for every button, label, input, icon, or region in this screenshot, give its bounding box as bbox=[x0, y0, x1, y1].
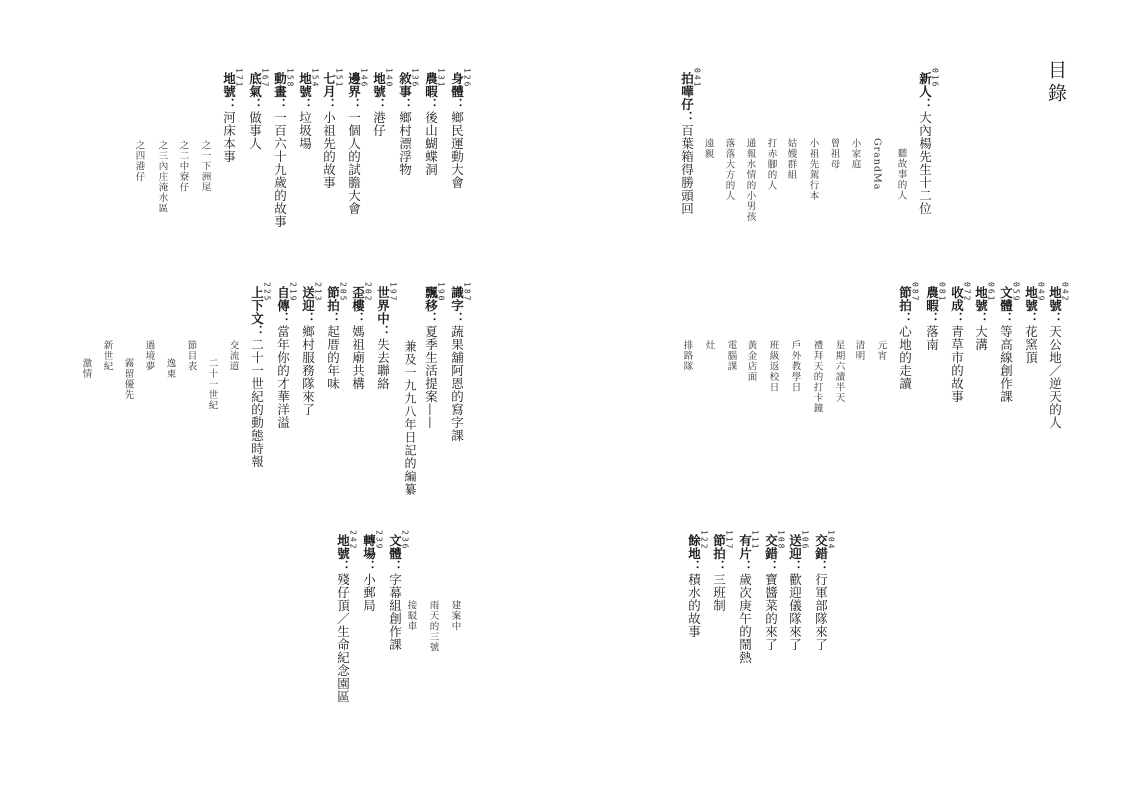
entry-title bbox=[372, 72, 385, 137]
sub-entry-text: 中寮仔 bbox=[177, 161, 189, 193]
entry-title-text: 小郵局 bbox=[361, 573, 377, 612]
entry-title bbox=[398, 72, 411, 176]
entry-label: 文體： bbox=[387, 534, 403, 573]
entry-label: 有片： bbox=[737, 534, 753, 573]
sub-entry-text: 元宵 bbox=[875, 340, 887, 361]
page-number: 225 bbox=[262, 282, 272, 303]
entry-title bbox=[322, 72, 335, 189]
entry-title bbox=[1024, 286, 1037, 364]
entry-title-text: 等高線創作課 bbox=[998, 325, 1014, 403]
entry-title bbox=[1048, 286, 1061, 429]
sub-entry-text: GrandMa bbox=[871, 138, 883, 191]
toc-entry[interactable] bbox=[814, 530, 835, 651]
sub-entry-label: 之二 bbox=[177, 140, 189, 161]
sub-entry-text: 清明 bbox=[853, 340, 865, 361]
page-number: 111 bbox=[750, 530, 760, 551]
toc-entry[interactable] bbox=[222, 68, 243, 163]
sub-entry-text: 曾祖母 bbox=[828, 138, 840, 170]
page-number: 146 bbox=[359, 68, 369, 89]
entry-title-text: 殘仔頂／生命紀念園區 bbox=[335, 573, 351, 703]
entry-label: 地號： bbox=[973, 286, 989, 325]
sub-entry bbox=[207, 358, 217, 411]
sub-entry-text: 節目表 bbox=[185, 340, 197, 372]
entry-title-text: 後山蝴蝶洞 bbox=[423, 111, 439, 176]
entry-label: 地號： bbox=[1023, 286, 1039, 325]
toc-entry[interactable] bbox=[326, 282, 347, 390]
page-number: 239 bbox=[374, 530, 384, 551]
page-number: 041 bbox=[692, 68, 702, 89]
sub-entry-text: 交流道 bbox=[227, 340, 239, 372]
entry-label: 新人： bbox=[917, 72, 933, 111]
entry-title bbox=[999, 286, 1012, 403]
page-title: 目錄 bbox=[1045, 60, 1067, 106]
sub-entry-text: 小祖先駕行本 bbox=[807, 138, 819, 201]
page-number: 126 bbox=[462, 68, 472, 89]
toc-entry[interactable] bbox=[764, 530, 785, 651]
entry-title-text: 花窯頂 bbox=[1023, 325, 1039, 364]
entry-title-text: 三班制 bbox=[711, 573, 727, 612]
page-number: 242 bbox=[348, 530, 358, 551]
toc-entry[interactable] bbox=[351, 282, 372, 390]
toc-entry[interactable] bbox=[424, 68, 445, 176]
entry-title bbox=[918, 72, 931, 215]
entry-title-text: 蔬果舖阿恩的寫字課 bbox=[449, 325, 465, 442]
entry-label: 送迎： bbox=[300, 286, 316, 325]
sub-entry-text: 小家庭 bbox=[849, 138, 861, 170]
entry-title-text: 夏季生活提案—— bbox=[423, 325, 439, 429]
sub-entry-text: 霧留優先 bbox=[122, 358, 134, 400]
page-number: 205 bbox=[338, 282, 348, 303]
sub-entry bbox=[134, 140, 144, 182]
sub-entry-text: 過境夢 bbox=[143, 340, 155, 372]
toc-entry[interactable] bbox=[974, 282, 995, 351]
entry-title bbox=[738, 534, 751, 664]
sub-entry-text: 雨天的三號 bbox=[427, 600, 439, 653]
entry-title bbox=[276, 286, 289, 429]
sub-entry bbox=[428, 600, 438, 653]
toc-entry[interactable] bbox=[398, 68, 419, 176]
sub-entry-text: 兼及一九九八年日記的編纂 bbox=[403, 340, 417, 496]
entry-label: 拍嘩仔： bbox=[679, 72, 695, 124]
sub-entry bbox=[766, 138, 776, 191]
entry-label: 農暇： bbox=[924, 286, 940, 325]
sub-entry-text: 逸東 bbox=[164, 358, 176, 379]
sub-entry bbox=[144, 340, 154, 372]
page-number: 016 bbox=[930, 68, 940, 89]
sub-entry bbox=[724, 138, 734, 201]
entry-title bbox=[298, 72, 311, 150]
entry-title bbox=[687, 534, 700, 638]
sub-entry-text: 戶外教學日 bbox=[789, 340, 801, 393]
sub-entry bbox=[404, 340, 416, 496]
page-number: 049 bbox=[1036, 282, 1046, 303]
entry-title bbox=[450, 72, 463, 189]
toc-entry[interactable] bbox=[687, 530, 708, 638]
entry-title bbox=[351, 286, 364, 390]
entry-title bbox=[764, 534, 777, 651]
entry-label: 底氣： bbox=[247, 72, 263, 111]
page-number: 104 bbox=[826, 530, 836, 551]
entry-title bbox=[712, 534, 725, 612]
sub-entry-text: 港仔 bbox=[133, 161, 145, 182]
sub-entry-text: 下洲尾 bbox=[199, 161, 211, 193]
sub-entry-text: 電腦課 bbox=[725, 340, 737, 372]
page-number: 061 bbox=[986, 282, 996, 303]
entry-title-text: 寶醬菜的來了 bbox=[763, 573, 779, 651]
entry-title-text: 垃圾場 bbox=[297, 111, 313, 150]
entry-title-text: 大內楊先生十二位 bbox=[917, 111, 933, 215]
entry-title-text: 起厝的年味 bbox=[325, 325, 341, 390]
page-number: 167 bbox=[260, 68, 270, 89]
sub-entry-label: 之三 bbox=[156, 140, 168, 161]
entry-title-text: 積水的故事 bbox=[686, 573, 702, 638]
sub-entry bbox=[786, 138, 796, 180]
entry-title-text: 失去聯絡 bbox=[375, 338, 391, 390]
entry-title bbox=[362, 534, 375, 612]
entry-label: 歪樓： bbox=[350, 286, 366, 325]
entry-title-text: 鄉村服務隊來了 bbox=[300, 325, 316, 416]
page-number: 187 bbox=[462, 282, 472, 303]
toc-entry[interactable] bbox=[250, 282, 271, 468]
entry-label: 敘事： bbox=[397, 72, 413, 111]
entry-title bbox=[424, 286, 437, 429]
entry-title bbox=[273, 72, 286, 228]
entry-title bbox=[347, 72, 360, 215]
sub-entry bbox=[768, 340, 778, 393]
page-number: 158 bbox=[285, 68, 295, 89]
toc-entry[interactable] bbox=[276, 282, 297, 429]
page-number: 081 bbox=[937, 282, 947, 303]
sub-entry bbox=[81, 358, 91, 379]
entry-title bbox=[788, 534, 801, 651]
toc-entry[interactable] bbox=[298, 68, 319, 150]
sub-entry-label: 之四 bbox=[133, 140, 145, 161]
entry-title bbox=[222, 72, 235, 163]
page-number: 122 bbox=[699, 530, 709, 551]
entry-label: 上下文： bbox=[249, 286, 265, 338]
entry-title-text: 青草市的故事 bbox=[949, 325, 965, 403]
entry-title-text: 二十一世紀的動態時報 bbox=[249, 338, 265, 468]
page-number: 087 bbox=[910, 282, 920, 303]
entry-title bbox=[388, 534, 401, 651]
entry-title bbox=[974, 286, 987, 351]
entry-title-text: 一百六十九歲的故事 bbox=[272, 111, 288, 228]
entry-label: 地號： bbox=[297, 72, 313, 111]
entry-label: 節拍： bbox=[325, 286, 341, 325]
entry-title-text: 字幕組創作課 bbox=[387, 573, 403, 651]
toc-entry[interactable] bbox=[336, 530, 357, 703]
entry-label: 交錯： bbox=[763, 534, 779, 573]
sub-entry-text: 姑嫂群組 bbox=[785, 138, 797, 180]
toc-entry[interactable] bbox=[362, 530, 383, 612]
entry-label: 餘地： bbox=[686, 534, 702, 573]
page-number: 106 bbox=[800, 530, 810, 551]
sub-entry-text: 打赤腳的人 bbox=[765, 138, 777, 191]
page-number: 059 bbox=[1011, 282, 1021, 303]
toc-entry[interactable] bbox=[376, 282, 397, 390]
toc-entry[interactable] bbox=[450, 68, 471, 189]
entry-label: 地號： bbox=[221, 72, 237, 111]
entry-label: 地號： bbox=[1047, 286, 1063, 325]
sub-entry bbox=[854, 340, 864, 361]
entry-label: 世界中： bbox=[375, 286, 391, 338]
toc-entry[interactable] bbox=[738, 530, 759, 664]
page-number: 108 bbox=[776, 530, 786, 551]
sub-entry-label: 之一 bbox=[199, 140, 211, 161]
entry-title bbox=[248, 72, 261, 150]
sub-entry bbox=[228, 340, 238, 372]
entry-label: 交錯： bbox=[813, 534, 829, 573]
sub-entry-text: 排路隊 bbox=[681, 340, 693, 372]
sub-entry bbox=[834, 340, 844, 403]
sub-entry-text: 遠親 bbox=[702, 138, 714, 159]
sub-entry-text: 通報水情的小男孩 bbox=[744, 138, 756, 222]
entry-title-text: 媽祖廟共構 bbox=[350, 325, 366, 390]
toc-entry[interactable] bbox=[898, 282, 919, 390]
entry-label: 文體： bbox=[998, 286, 1014, 325]
sub-entry-text: 禮拜天的打卡鐘 bbox=[811, 340, 823, 414]
entry-label: 飄移： bbox=[423, 286, 439, 325]
sub-entry-text: 新世紀 bbox=[101, 340, 113, 372]
sub-entry bbox=[872, 138, 882, 190]
toc-entry[interactable] bbox=[372, 68, 393, 137]
page-number: 171 bbox=[234, 68, 244, 89]
sub-entry bbox=[450, 600, 460, 632]
entry-label: 身體： bbox=[449, 72, 465, 111]
sub-entry-text: 灶 bbox=[703, 340, 715, 351]
page-number: 117 bbox=[724, 530, 734, 551]
entry-label: 七月： bbox=[321, 72, 337, 111]
toc-entry[interactable] bbox=[918, 68, 939, 215]
sub-entry bbox=[808, 138, 818, 201]
sub-entry bbox=[896, 148, 906, 201]
sub-entry bbox=[790, 340, 800, 393]
entry-title bbox=[925, 286, 938, 351]
entry-title bbox=[250, 286, 263, 468]
entry-label: 節拍： bbox=[711, 534, 727, 573]
entry-label: 邊界： bbox=[346, 72, 362, 111]
toc-entry[interactable] bbox=[1024, 282, 1045, 364]
toc-entry[interactable] bbox=[322, 68, 343, 189]
sub-entry bbox=[165, 358, 175, 379]
sub-entry bbox=[812, 340, 822, 414]
page-number: 236 bbox=[400, 530, 410, 551]
page-number: 219 bbox=[288, 282, 298, 303]
entry-title-text: 一個人的試膽大會 bbox=[346, 111, 362, 215]
entry-title-text: 心地的走讀 bbox=[897, 325, 913, 390]
sub-entry bbox=[746, 340, 756, 382]
entry-label: 識字： bbox=[449, 286, 465, 325]
entry-title-text: 鄉民運動大會 bbox=[449, 111, 465, 189]
entry-title-text: 港仔 bbox=[371, 111, 387, 137]
page-number: 136 bbox=[410, 68, 420, 89]
toc-entry[interactable] bbox=[999, 282, 1020, 403]
sub-entry-text: 激情 bbox=[80, 358, 92, 379]
entry-label: 送迎： bbox=[787, 534, 803, 573]
entry-label: 自傳： bbox=[275, 286, 291, 325]
sub-entry bbox=[726, 340, 736, 372]
page-number: 213 bbox=[313, 282, 323, 303]
sub-entry-text: 建案中 bbox=[449, 600, 461, 632]
entry-label: 地號： bbox=[335, 534, 351, 573]
page-number: 154 bbox=[310, 68, 320, 89]
sub-entry-text: 二十一世紀 bbox=[206, 358, 218, 411]
toc-entry[interactable] bbox=[347, 68, 368, 215]
entry-label: 轉場： bbox=[361, 534, 377, 573]
toc-entry[interactable] bbox=[788, 530, 809, 651]
sub-entry bbox=[200, 140, 210, 193]
entry-title bbox=[376, 286, 389, 390]
entry-title-text: 落南 bbox=[924, 325, 940, 351]
entry-label: 農暇： bbox=[423, 72, 439, 111]
toc-entry[interactable] bbox=[273, 68, 294, 228]
entry-title-text: 鄉村漂浮物 bbox=[397, 111, 413, 176]
toc-entry[interactable] bbox=[1048, 282, 1069, 429]
entry-title bbox=[950, 286, 963, 403]
toc-entry[interactable] bbox=[301, 282, 322, 416]
sub-entry-text: 星期六讀半天 bbox=[833, 340, 845, 403]
sub-entry bbox=[102, 340, 112, 372]
page-number: 190 bbox=[436, 282, 446, 303]
toc-entry[interactable] bbox=[388, 530, 409, 651]
sub-entry bbox=[123, 358, 133, 400]
page-number: 197 bbox=[388, 282, 398, 303]
toc-entry[interactable] bbox=[950, 282, 971, 403]
entry-title-text: 小祖先的故事 bbox=[321, 111, 337, 189]
entry-label: 地號： bbox=[371, 72, 387, 111]
page-number: 042 bbox=[1060, 282, 1070, 303]
entry-title-text: 當年你的才華洋溢 bbox=[275, 325, 291, 429]
entry-title-text: 河床本事 bbox=[221, 111, 237, 163]
sub-entry bbox=[745, 138, 755, 222]
sub-entry-text: 落落大方的人 bbox=[723, 138, 735, 201]
entry-title bbox=[898, 286, 911, 390]
sub-entry bbox=[682, 340, 692, 372]
entry-label: 收成： bbox=[949, 286, 965, 325]
sub-entry bbox=[876, 340, 886, 361]
page-number: 202 bbox=[363, 282, 373, 303]
page-number: 151 bbox=[334, 68, 344, 89]
page-number: 140 bbox=[384, 68, 394, 89]
sub-entry bbox=[829, 138, 839, 170]
entry-title-text: 行軍部隊來了 bbox=[813, 573, 829, 651]
entry-title-text: 歡迎儀隊來了 bbox=[787, 573, 803, 651]
entry-title bbox=[424, 72, 437, 176]
toc-entry[interactable] bbox=[925, 282, 946, 351]
toc-entry[interactable] bbox=[248, 68, 269, 150]
sub-entry bbox=[186, 340, 196, 372]
entry-title bbox=[336, 534, 349, 703]
sub-entry-text: 黃金店面 bbox=[745, 340, 757, 382]
entry-title bbox=[301, 286, 314, 416]
entry-title-text: 做事人 bbox=[247, 111, 263, 150]
toc-entry[interactable] bbox=[680, 68, 701, 215]
entry-title bbox=[680, 72, 693, 215]
page-number: 072 bbox=[962, 282, 972, 303]
sub-entry bbox=[178, 140, 188, 193]
sub-entry bbox=[704, 340, 714, 351]
entry-label: 動畫： bbox=[272, 72, 288, 111]
entry-title bbox=[450, 286, 463, 442]
page-number: 131 bbox=[436, 68, 446, 89]
sub-entry bbox=[850, 138, 860, 170]
entry-title-text: 大溝 bbox=[973, 325, 989, 351]
sub-entry bbox=[406, 600, 416, 632]
entry-title bbox=[814, 534, 827, 651]
entry-label: 節拍： bbox=[897, 286, 913, 325]
sub-entry bbox=[157, 140, 167, 214]
toc-entry[interactable] bbox=[424, 282, 445, 429]
sub-entry-text: 班級返校日 bbox=[767, 340, 779, 393]
sub-entry-text: 聽故事的人 bbox=[895, 148, 907, 201]
sub-entry-text: 內庄淹水區 bbox=[156, 161, 168, 214]
entry-title-text: 百葉箱得勝頭回 bbox=[679, 124, 695, 215]
entry-title-text: 天公地／逆天的人 bbox=[1047, 325, 1063, 429]
sub-entry bbox=[703, 138, 713, 159]
toc-entry[interactable] bbox=[712, 530, 733, 612]
entry-title bbox=[326, 286, 339, 390]
sub-entry-text: 接駁車 bbox=[405, 600, 417, 632]
entry-title-text: 歲次庚午的鬧熱 bbox=[737, 573, 753, 664]
toc-entry[interactable] bbox=[450, 282, 471, 442]
